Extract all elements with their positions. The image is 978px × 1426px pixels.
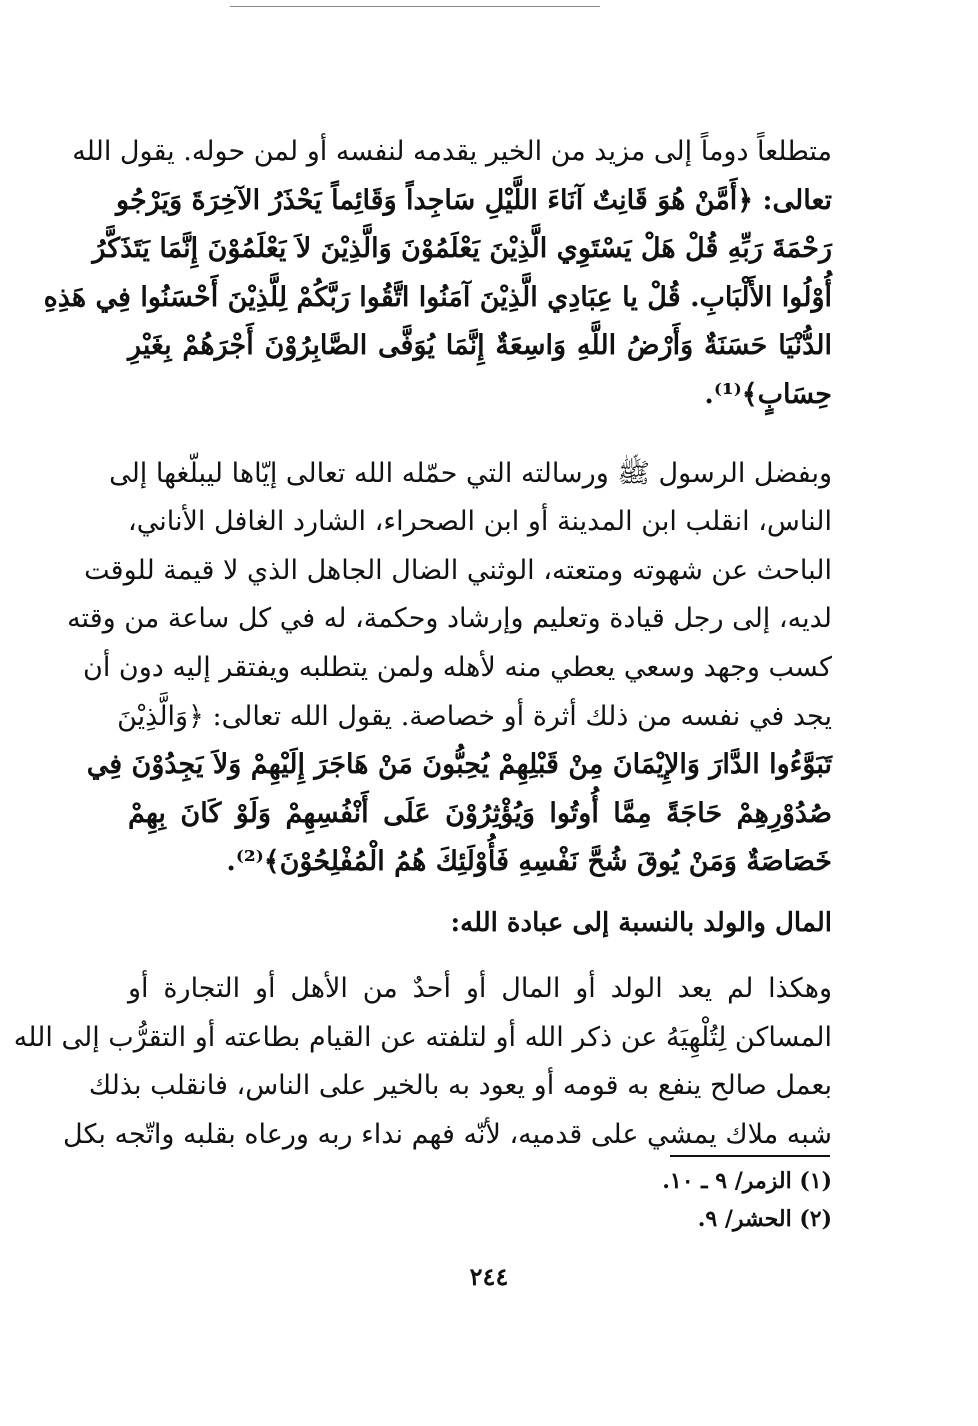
paragraph-3	[13, 965, 832, 1159]
footnotes	[532, 1162, 832, 1238]
page-body	[13, 128, 832, 1159]
paragraph-line: شبه ملاك يمشي على قدميه، لأنّه فهم نداء ربه ورعاه بقلبه واتّجه بكل	[63, 1118, 832, 1150]
page-number: ٢٤٤	[469, 1262, 509, 1291]
quran-verse-line: تعالى: ﴿أَمَّنْ هُوَ قَانِتٌ آنَاءَ اللَّيْلِ سَاجِداً وَقَائِماً يَحْذَرُ الآخِرَةَ وَيَرْجُو	[116, 184, 832, 216]
paragraph-line: متطلعاً دوماً إلى مزيد من الخير يقدمه لنفسه أو لمن حوله. يقول الله	[72, 136, 832, 167]
quran-verse-line: تَبَوَّءُوا الدَّارَ وَالإِيْمَانَ مِنْ قَبْلِهِمْ يُحِبُّونَ مَنْ هَاجَرَ إِلَيْهِمْ وَلاَ يَجِدُوْنَ فِي	[86, 749, 832, 781]
paragraph-line: كسب وجهد وسعي يعطي منه لأهله ولمن يتطلبه ويفتقر إليه دون أن	[82, 651, 832, 683]
quran-verse-line: خَصَاصَةٌ وَمَنْ يُوقَ شُحَّ نَفْسِهِ فَأُوْلَئِكَ هُمُ الْمُفْلِحُوْنَ﴾⁽²⁾.	[226, 846, 832, 878]
paragraph-line: وهكذا لم يعد الولد أو المال أو أحدٌ من الأهل أو التجارة أو	[128, 972, 832, 1004]
paragraph-2	[67, 450, 832, 887]
paragraph-line: المساكن لِتُلْهِيَهُ عن ذكر الله أو لتلفته عن القيام بطاعته أو التقرُّب إلى الله	[13, 1021, 832, 1053]
footnote-1: (١) الزمر/ ٩ ـ ١٠.	[662, 1168, 832, 1194]
paragraph-line: يجد في نفسه من ذلك أثرة أو خصاصة. يقول الله تعالى: ﴿وَالَّذِيْنَ	[117, 700, 832, 732]
top-rule	[230, 6, 600, 7]
paragraph-line: وبفضل الرسول ﷺ ورسالته التي حمّله الله تعالى إيّاها ليبلّغها إلى	[109, 457, 832, 489]
quran-verse-line: رَحْمَةَ رَبِّهِ قُلْ هَلْ يَسْتَوِي الَّذِيْنَ يَعْلَمُوْنَ وَالَّذِيْنَ لاَ يَعْلَمُوْنَ إِنَّمَا يَتَذَكَّرُ	[92, 233, 832, 265]
paragraph-line: لديه، إلى رجل قيادة وتعليم وإرشاد وحكمة، له في كل ساعة من وقته	[67, 603, 832, 635]
section-heading: المال والولد بالنسبة إلى عبادة الله:	[450, 907, 832, 938]
paragraph-1	[43, 128, 832, 420]
quran-verse-line: أُوْلُوا الأَلْبَابِ. قُلْ يا عِبَادِي الَّذِيْنَ آمَنُوا اتَّقُوا رَبَّكُمْ لِلَّذِيْنَ أَحْسَنُوا فِي هَذِهِ	[43, 281, 832, 313]
footnote-2: (٢) الحشر/ ٩.	[697, 1206, 832, 1232]
footnote-separator	[670, 1155, 830, 1157]
quran-verse-line: الدُّنْيَا حَسَنَةٌ وَأَرْضُ اللَّهِ وَاسِعَةٌ إِنَّمَا يُوَفَّى الصَّابِرُوْنَ أَجْرَهُمْ بِغَيْرِ	[128, 330, 832, 362]
quran-verse-line: صُدُوْرِهِمْ حَاجَةً مِمَّا أُوتُوا وَيُؤْثِرُوْنَ عَلَى أَنْفُسِهِمْ وَلَوْ كَانَ بِهِمْ	[128, 797, 832, 829]
paragraph-line: بعمل صالح ينفع به قومه أو يعود به بالخير على الناس، فانقلب بذلك	[88, 1070, 832, 1102]
quran-verse-line: حِسَابٍ﴾⁽¹⁾.	[704, 378, 832, 410]
paragraph-line: الناس، انقلب ابن المدينة أو ابن الصحراء، الشارد الغافل الأناني،	[128, 506, 832, 538]
paragraph-line: الباحث عن شهوته ومتعته، الوثني الضال الجاهل الذي لا قيمة للوقت	[84, 554, 832, 586]
